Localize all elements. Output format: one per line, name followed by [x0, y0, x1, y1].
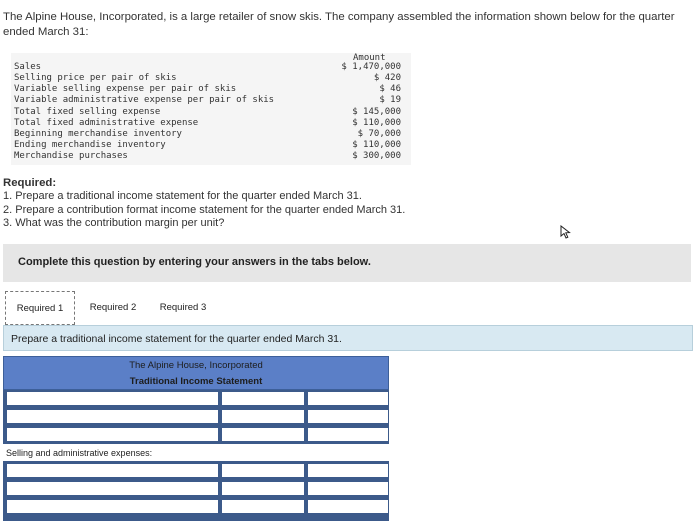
required-item: 2. Prepare a contribution format income statement for the quarter ended March 31.: [3, 203, 406, 216]
amount-input[interactable]: [307, 463, 389, 478]
label-input[interactable]: [6, 409, 219, 424]
data-row-label: Selling price per pair of skis: [14, 73, 177, 83]
data-row-label: Ending merchandise inventory: [14, 140, 166, 150]
statement-row: [3, 462, 389, 480]
data-table: [11, 53, 411, 165]
amount-header: Amount: [353, 53, 386, 63]
required-item: 1. Prepare a traditional income statement for the quarter ended March 31.: [3, 190, 362, 202]
data-row-value: $ 420: [373, 73, 401, 83]
instruction-text: Complete this question by entering your answers in the tabs below.: [18, 256, 371, 268]
amount-input[interactable]: [221, 427, 305, 442]
amount-input[interactable]: [307, 427, 389, 442]
required-list: [3, 190, 405, 231]
amount-input[interactable]: [307, 391, 389, 406]
tab-required-3[interactable]: Required 3: [149, 291, 217, 325]
amount-input[interactable]: [221, 391, 305, 406]
data-row-value: $ 46: [379, 84, 401, 94]
tab-prompt-text: Prepare a traditional income statement for the quarter ended March 31.: [11, 333, 342, 345]
instruction-bar: [3, 244, 691, 282]
amount-input[interactable]: [221, 409, 305, 424]
statement-section-row: [3, 444, 389, 462]
label-input[interactable]: [6, 499, 219, 514]
data-row-value: $ 145,000: [352, 107, 401, 117]
data-row-value: $ 110,000: [352, 140, 401, 150]
amount-input[interactable]: [307, 499, 389, 514]
amount-input[interactable]: [221, 481, 305, 496]
amount-input[interactable]: [221, 499, 305, 514]
data-row-value: $ 19: [379, 95, 401, 105]
tab-required-2[interactable]: Required 2: [79, 291, 147, 325]
statement-row: [3, 498, 389, 516]
amount-input[interactable]: [307, 481, 389, 496]
required-item: 3. What was the contribution margin per unit?: [3, 217, 225, 229]
data-row-value: $ 110,000: [352, 118, 401, 128]
data-row-value: $ 70,000: [357, 129, 401, 139]
amount-input[interactable]: [307, 409, 389, 424]
data-row-label: Variable administrative expense per pair of skis: [14, 95, 275, 105]
section-label: Selling and administrative expenses:: [6, 448, 153, 458]
tab-prompt: [3, 325, 693, 351]
required-heading: Required:: [3, 177, 57, 189]
company-name: The Alpine House, Incorporated: [129, 360, 263, 371]
statement-title: Traditional Income Statement: [129, 376, 263, 387]
statement-row: [3, 408, 389, 426]
data-row-label: Sales: [14, 62, 42, 72]
label-input[interactable]: [6, 391, 219, 406]
data-row-label: Total fixed selling expense: [14, 107, 161, 117]
data-row-label: Beginning merchandise inventory: [14, 129, 182, 139]
data-row-value: $ 300,000: [352, 151, 401, 161]
tab-required-1[interactable]: Required 1: [5, 291, 75, 325]
problem-intro: The Alpine House, Incorporated, is a large retailer of snow skis. The company assembled the information shown below for the quarter ended March 31:: [3, 11, 675, 38]
statement-row: [3, 390, 389, 408]
amount-input[interactable]: [221, 463, 305, 478]
statement-row: [3, 426, 389, 444]
data-row-label: Merchandise purchases: [14, 151, 128, 161]
data-row-value: $ 1,470,000: [341, 62, 401, 72]
statement-row: [3, 480, 389, 498]
mouse-cursor-icon: [560, 225, 572, 239]
label-input[interactable]: [6, 481, 219, 496]
statement-header: [3, 356, 389, 390]
label-input[interactable]: [6, 463, 219, 478]
label-input[interactable]: [6, 427, 219, 442]
data-row-label: Total fixed administrative expense: [14, 118, 199, 128]
data-row-label: Variable selling expense per pair of skis: [14, 84, 237, 94]
